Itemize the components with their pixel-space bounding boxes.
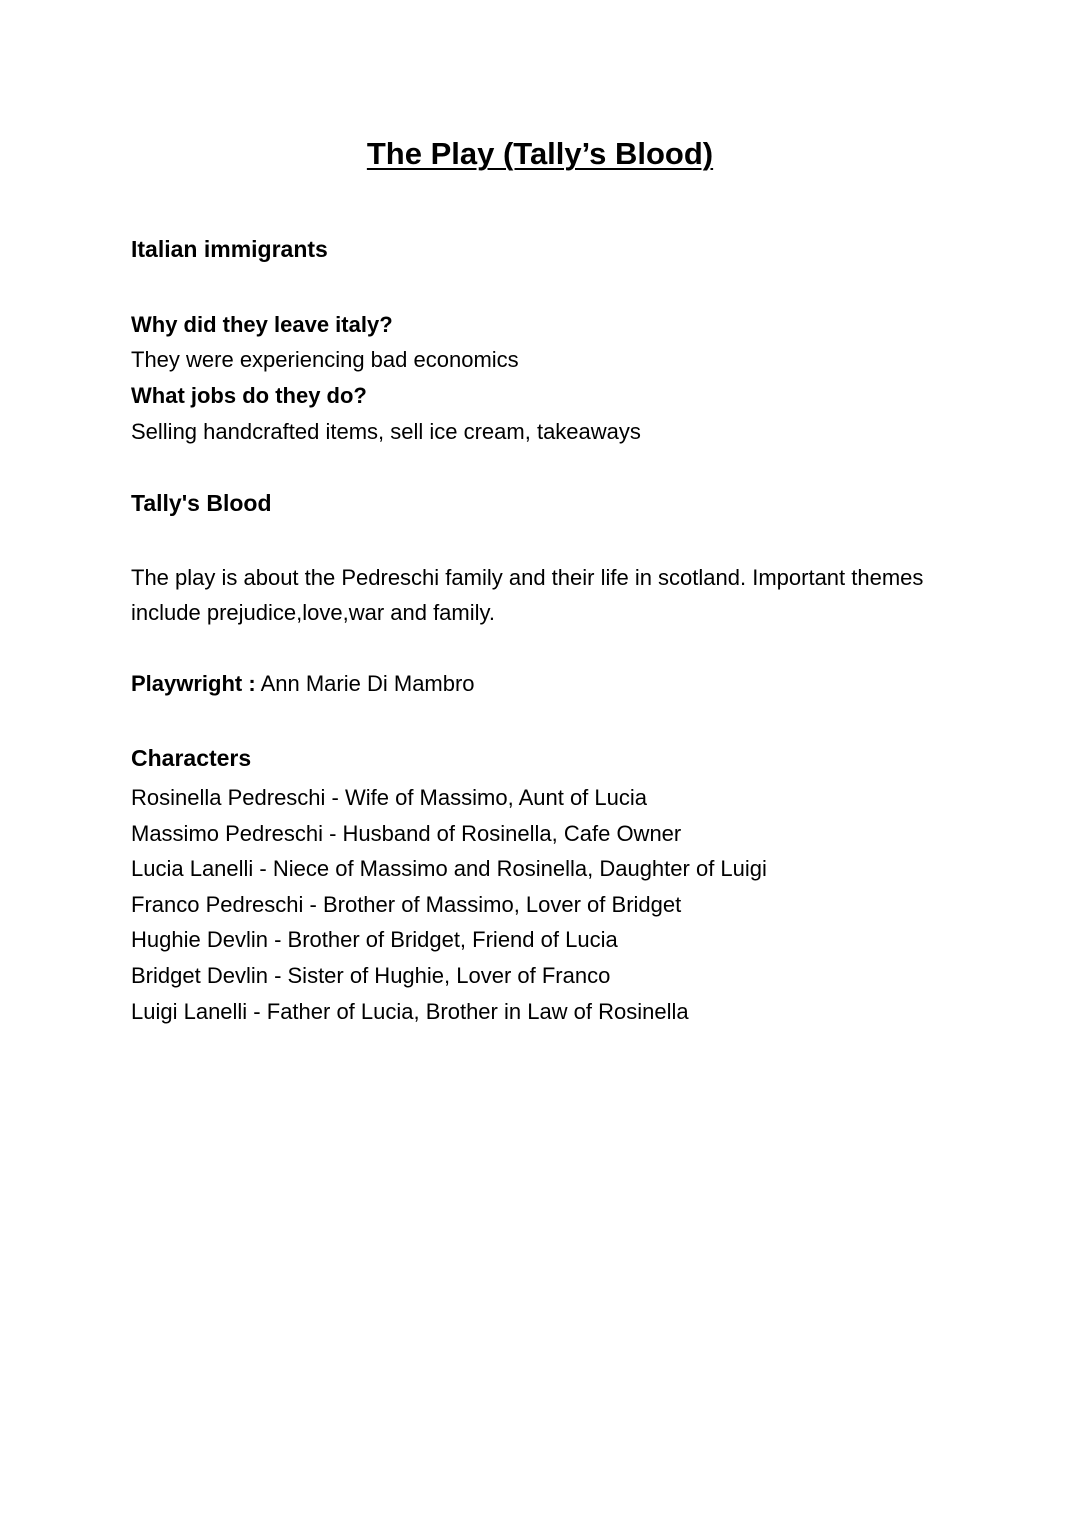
- list-item: Luigi Lanelli - Father of Lucia, Brother in Law of Rosinella: [131, 998, 689, 1024]
- list-item: Massimo Pedreschi - Husband of Rosinella, Cafe Owner: [131, 820, 682, 846]
- playwright-line: [131, 669, 1011, 699]
- page-title-text: The Play (Tally’s Blood): [366, 136, 714, 171]
- list-item: Franco Pedreschi - Brother of Massimo, Lover of Bridget: [131, 891, 682, 917]
- playwright-name: Ann Marie Di Mambro: [260, 671, 475, 696]
- play-summary: The play is about the Pedreschi family and their life in scotland. Important themes include prejudice,love,war and family.: [131, 565, 924, 625]
- question-why-leave: Why did they leave italy?: [131, 312, 393, 337]
- list-item: Hughie Devlin - Brother of Bridget, Friend of Lucia: [131, 927, 618, 953]
- answer-why-leave: They were experiencing bad economics: [131, 347, 519, 372]
- answer-jobs: Selling handcrafted items, sell ice cream, takeaways: [131, 419, 641, 444]
- page-title: [0, 134, 1080, 174]
- heading-italian-immigrants: Italian immigrants: [131, 236, 328, 262]
- character-list: [131, 780, 767, 1029]
- heading-tallys-blood: Tally's Blood: [131, 490, 272, 516]
- list-item: Bridget Devlin - Sister of Hughie, Lover of Franco: [131, 962, 611, 988]
- list-item: Rosinella Pedreschi - Wife of Massimo, Aunt of Lucia: [131, 785, 648, 810]
- question-jobs: What jobs do they do?: [131, 383, 367, 408]
- heading-characters: Characters: [131, 745, 252, 771]
- playwright-label: Playwright :: [131, 671, 256, 696]
- list-item: Lucia Lanelli - Niece of Massimo and Rosinella, Daughter of Luigi: [131, 856, 767, 882]
